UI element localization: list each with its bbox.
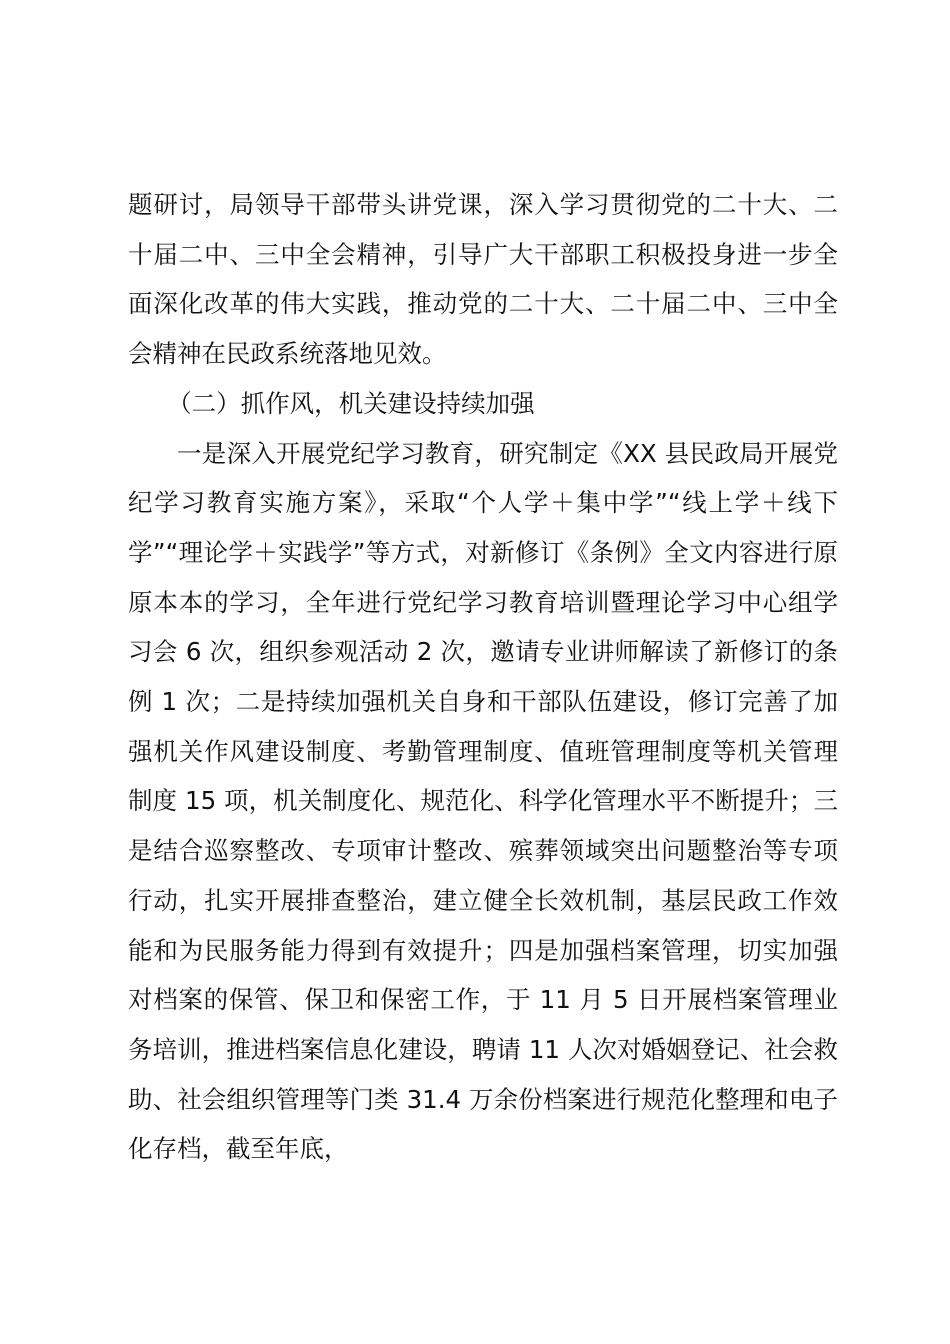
document-body	[128, 180, 838, 1174]
continuation-paragraph: 题研讨，局领导干部带头讲党课，深入学习贯彻党的二十大、二十届二中、三中全会精神，引导广大干部职工积极投身进一步全面深化改革的伟大实践，推动党的二十大、二十届二中、三中全会精神在民政系统落地见效。	[128, 190, 838, 369]
body-paragraph: 一是深入开展党纪学习教育，研究制定《XX 县民政局开展党纪学习教育实施方案》，采取“个人学＋集中学”“线上学＋线下学”“理论学＋实践学”等方式，对新修订《条例》全文内容进行原原本本的学习，全年进行党纪学习教育培训暨理论学习中心组学习会 6 次，组织参观活动 2 次，邀请专业讲师解读了新修订的条例 1 次；二是持续加强机关自身和干部队伍建设，修订完善了加强机关作风建设制度、考勤管理制度、值班管理制度等机关管理制度 15 项，机关制度化、规范化、科学化管理水平不断提升；三是结合巡察整改、专项审计整改、殡葬领域突出问题整治等专项行动，扎实开展排查整治，建立健全长效机制，基层民政工作效能和为民服务能力得到有效提升；四是加强档案管理，切实加强对档案的保管、保卫和保密工作，于 11 月 5 日开展档案管理业务培训，推进档案信息化建设，聘请 11 人次对婚姻登记、社会救助、社会组织管理等门类 31.4 万余份档案进行规范化整理和电子化存档，截至年底，	[128, 438, 838, 1164]
section-heading: （二）抓作风，机关建设持续加强	[167, 388, 535, 418]
